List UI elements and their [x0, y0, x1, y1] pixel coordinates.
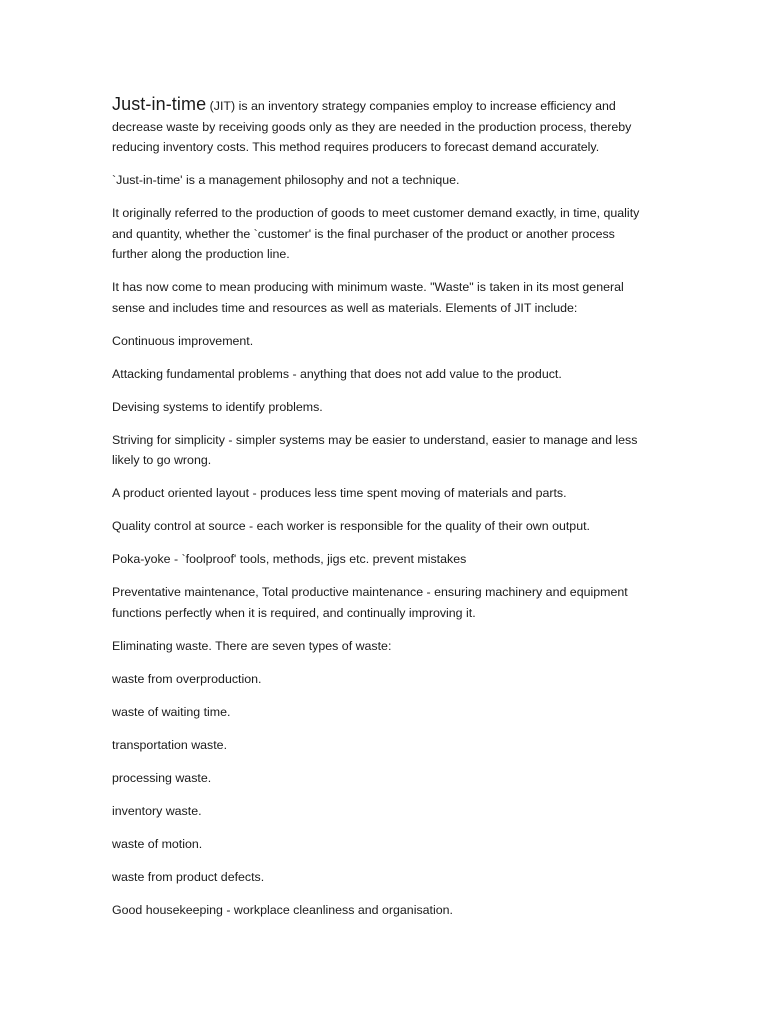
paragraph-minimum-waste: It has now come to mean producing with minimum waste. "Waste" is taken in its most general sense and includes time and resources as well as materials. Elements of JIT include: [112, 280, 624, 315]
jit-term-heading: Just-in-time [112, 94, 207, 114]
element-continuous-improvement: Continuous improvement. [112, 333, 254, 348]
waste-type-overproduction: waste from overproduction. [112, 671, 262, 686]
element-poka-yoke: Poka-yoke - `foolproof' tools, methods, jigs etc. prevent mistakes [112, 552, 467, 566]
intro-paragraph [112, 94, 652, 158]
waste-type-transportation: transportation waste. [112, 737, 228, 752]
waste-type-motion: waste of motion. [112, 836, 203, 851]
element-eliminating-waste: Eliminating waste. There are seven types of waste: [112, 638, 392, 653]
waste-type-defects: waste from product defects. [112, 869, 265, 884]
element-devising-systems: Devising systems to identify problems. [112, 399, 323, 414]
element-quality-control: Quality control at source - each worker is responsible for the quality of their own output. [112, 519, 590, 533]
element-attacking-problems: Attacking fundamental problems - anything that does not add value to the product. [112, 366, 562, 381]
intro-text: (JIT) is an inventory strategy companies employ to increase efficiency and decrease waste by receiving goods only as they are needed in the production process, thereby reducing inventory costs. This method requires producers to forecast demand accurately. [112, 99, 632, 154]
element-good-housekeeping: Good housekeeping - workplace cleanliness and organisation. [112, 902, 453, 917]
element-product-layout: A product oriented layout - produces less time spent moving of materials and parts. [112, 486, 567, 500]
element-simplicity: Striving for simplicity - simpler systems may be easier to understand, easier to manage and less likely to go wrong. [112, 432, 638, 467]
waste-type-inventory: inventory waste. [112, 803, 202, 818]
waste-type-processing: processing waste. [112, 770, 212, 785]
element-preventative-maintenance: Preventative maintenance, Total productive maintenance - ensuring machinery and equipment functions perfectly when it is required, and continually improving it. [112, 585, 628, 620]
waste-type-waiting: waste of waiting time. [112, 704, 231, 719]
paragraph-origin: It originally referred to the production of goods to meet customer demand exactly, in time, quality and quantity, whether the `customer' is the final purchaser of the product or another process further along the production line. [112, 206, 640, 261]
paragraph-philosophy: `Just-in-time' is a management philosophy and not a technique. [112, 173, 460, 187]
document-body [112, 94, 652, 933]
